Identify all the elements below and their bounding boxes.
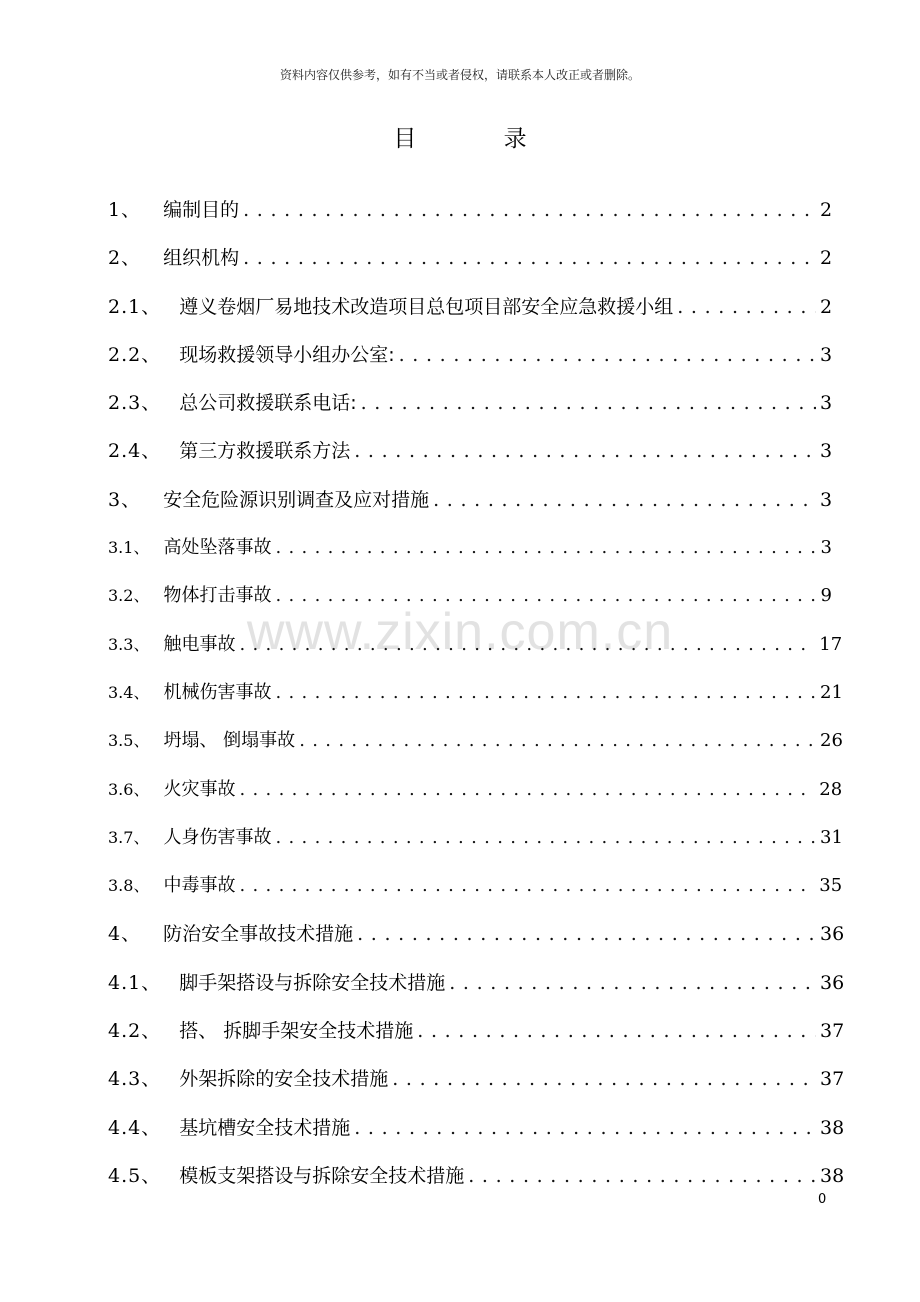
toc-entry[interactable] <box>108 766 843 814</box>
toc-entry-number: 2.1、 <box>108 295 162 318</box>
toc-entry-number: 4.5、 <box>108 1164 162 1187</box>
toc-entry-page: 38 <box>820 1164 845 1187</box>
toc-entry-number: 3.3、 <box>108 634 150 654</box>
dot-leader <box>433 476 816 524</box>
toc-entry[interactable] <box>108 621 843 669</box>
toc-entry-page: 3 <box>820 392 833 415</box>
toc-entry-number: 2.4、 <box>108 440 162 463</box>
toc-entry-page: 26 <box>820 730 843 752</box>
dot-leader <box>354 427 816 475</box>
toc-title: 目 录 <box>393 126 567 152</box>
toc-entry-page: 17 <box>819 633 843 655</box>
toc-entry-title: 搭、 拆脚手架安全技术措施 <box>179 1020 414 1043</box>
toc-entry[interactable] <box>108 331 832 379</box>
toc-entry-number: 2.3、 <box>108 392 162 415</box>
toc-entry-page: 36 <box>820 923 845 946</box>
toc-entry-page: 21 <box>820 681 843 703</box>
toc-entry-page: 37 <box>820 1020 845 1043</box>
toc-entry-page: 3 <box>820 537 832 559</box>
disclaimer-header: 资料内容仅供参考，如有不当或者侵权，请联系本人改正或者删除。 <box>279 68 640 82</box>
toc-entry-page: 3 <box>820 488 833 511</box>
toc-entry[interactable] <box>108 572 832 620</box>
toc-entry[interactable] <box>108 862 843 910</box>
toc-entry[interactable] <box>108 1055 845 1103</box>
toc-entry-number: 1、 <box>108 199 142 221</box>
toc-entry[interactable] <box>108 814 843 862</box>
toc-entry-page: 35 <box>819 875 843 897</box>
toc-entry[interactable] <box>108 910 845 958</box>
dot-leader <box>275 524 816 572</box>
toc-entry-page: 28 <box>819 778 843 800</box>
toc-entry-number: 3.1、 <box>108 538 150 558</box>
dot-leader <box>243 234 816 282</box>
toc-entry-number: 2、 <box>108 247 142 270</box>
toc-entry-number: 4.1、 <box>108 971 162 994</box>
toc-entry-title: 高处坠落事故 <box>163 537 272 559</box>
toc-entry-number: 3.6、 <box>108 779 150 799</box>
dot-leader <box>361 379 816 427</box>
toc-entry[interactable] <box>108 476 832 524</box>
toc-entry[interactable] <box>108 379 832 427</box>
toc-entry-title: 安全危险源识别调查及应对措施 <box>163 488 430 511</box>
toc-entry-page: 36 <box>820 971 845 994</box>
dot-leader <box>392 1055 816 1103</box>
toc-entry-page: 9 <box>820 585 832 607</box>
dot-leader <box>275 814 816 862</box>
toc-entry-page: 3 <box>820 343 833 366</box>
page-number: 0 <box>818 1192 827 1207</box>
dot-leader <box>243 186 816 234</box>
toc-entry[interactable] <box>108 283 832 331</box>
dot-leader <box>417 1007 816 1055</box>
dot-leader <box>239 862 815 910</box>
dot-leader <box>354 1104 816 1152</box>
toc-entry-title: 编制目的 <box>163 199 240 221</box>
toc-entry-page: 38 <box>820 1116 845 1139</box>
dot-leader <box>357 910 816 958</box>
toc-entry-number: 3.4、 <box>108 682 150 702</box>
toc-entry[interactable] <box>108 234 832 282</box>
toc-entry-title: 坍塌、 倒塌事故 <box>163 730 296 752</box>
dot-leader <box>275 669 816 717</box>
toc-entry[interactable] <box>108 1104 845 1152</box>
toc-entry-title: 外架拆除的安全技术措施 <box>179 1068 389 1091</box>
toc-entry[interactable] <box>108 524 832 572</box>
toc-entry-title: 物体打击事故 <box>163 585 272 607</box>
toc-entry-number: 3.7、 <box>108 827 150 847</box>
toc-entry-page: 31 <box>820 826 843 848</box>
dot-leader <box>677 283 816 331</box>
table-of-contents <box>108 186 845 1200</box>
toc-entry-title: 第三方救援联系方法 <box>179 440 351 463</box>
toc-entry-title: 模板支架搭设与拆除安全技术措施 <box>179 1164 465 1187</box>
toc-entry-title: 火灾事故 <box>163 778 236 800</box>
toc-entry-title: 人身伤害事故 <box>163 826 272 848</box>
dot-leader <box>468 1152 816 1200</box>
toc-entry-number: 4.3、 <box>108 1068 162 1091</box>
toc-entry[interactable] <box>108 186 832 234</box>
toc-entry-title: 触电事故 <box>163 633 236 655</box>
toc-entry-number: 3.8、 <box>108 876 150 896</box>
toc-entry-page: 2 <box>820 247 833 270</box>
toc-entry-title: 遵义卷烟厂易地技术改造项目总包项目部安全应急救援小组 <box>179 295 674 318</box>
toc-entry-number: 3、 <box>108 488 142 511</box>
toc-entry-number: 3.5、 <box>108 731 150 751</box>
toc-entry-number: 4、 <box>108 923 142 946</box>
dot-leader <box>399 331 816 379</box>
dot-leader <box>299 717 816 765</box>
toc-entry-page: 2 <box>820 199 833 221</box>
toc-entry[interactable] <box>108 1152 845 1200</box>
toc-entry-number: 4.4、 <box>108 1116 162 1139</box>
toc-entry-page: 2 <box>820 295 833 318</box>
toc-entry-title: 现场救援领导小组办公室: <box>179 343 395 366</box>
toc-entry-number: 4.2、 <box>108 1020 162 1043</box>
toc-entry-title: 基坑槽安全技术措施 <box>179 1116 351 1139</box>
dot-leader <box>449 959 816 1007</box>
toc-entry-number: 3.2、 <box>108 586 150 606</box>
toc-entry-title: 中毒事故 <box>163 875 236 897</box>
toc-entry-title: 组织机构 <box>163 247 240 270</box>
toc-entry-title: 脚手架搭设与拆除安全技术措施 <box>179 971 446 994</box>
toc-entry-page: 3 <box>820 440 833 463</box>
dot-leader <box>239 766 815 814</box>
toc-entry[interactable] <box>108 427 832 475</box>
toc-entry-title: 防治安全事故技术措施 <box>163 923 354 946</box>
toc-entry[interactable] <box>108 669 843 717</box>
toc-entry-page: 37 <box>820 1068 845 1091</box>
toc-entry-title: 机械伤害事故 <box>163 681 272 703</box>
toc-entry-number: 2.2、 <box>108 343 162 366</box>
dot-leader <box>275 572 816 620</box>
toc-entry[interactable] <box>108 1007 845 1055</box>
watermark: www.zixin.com.cn <box>246 603 674 661</box>
dot-leader <box>239 621 815 669</box>
toc-entry[interactable] <box>108 959 845 1007</box>
toc-entry-title: 总公司救援联系电话: <box>179 392 357 415</box>
toc-entry[interactable] <box>108 717 843 765</box>
